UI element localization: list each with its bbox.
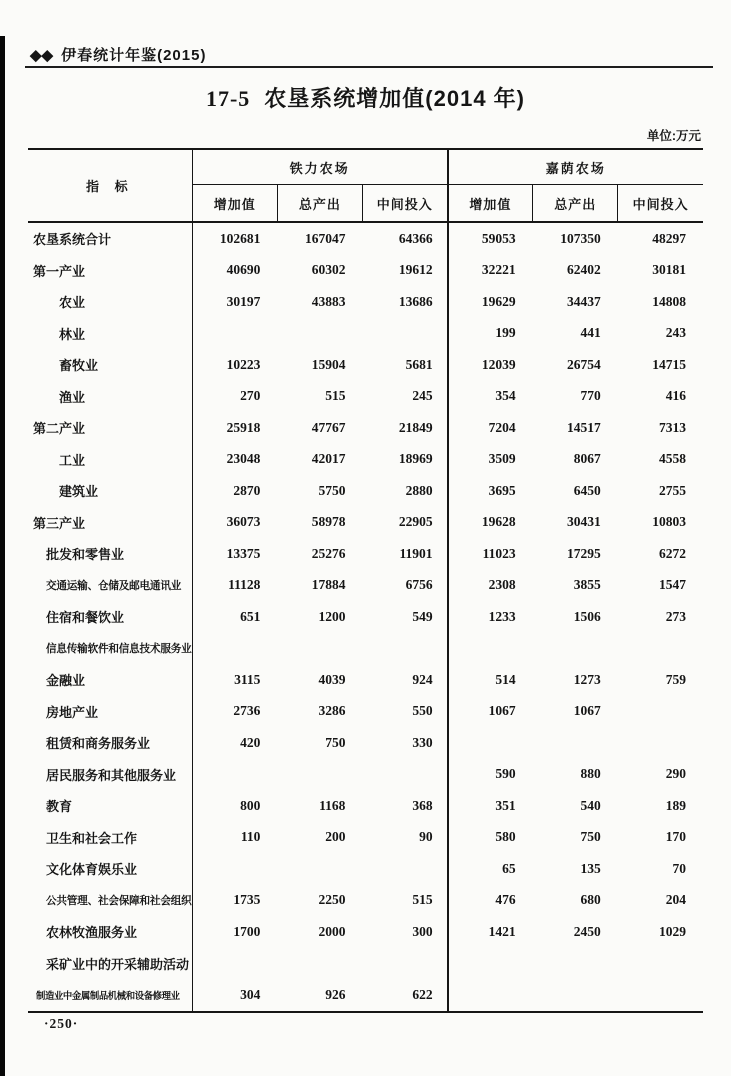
row-label: 租赁和商务服务业	[28, 727, 192, 759]
cell-jiayin-added-value: 59053	[481, 230, 516, 246]
cell-tieli-gross-output: 3286	[318, 703, 346, 719]
cell-tieli-gross-output: 200	[325, 829, 346, 845]
cell-jiayin-gross-output	[533, 633, 618, 665]
row-label: 第一产业	[28, 255, 192, 287]
row-label: 信息传输软件和信息技术服务业	[28, 633, 192, 665]
row-label: 工业	[28, 444, 192, 476]
cell-jiayin-gross-output: 30431	[567, 514, 601, 530]
cell-tieli-gross-output: 926	[325, 986, 346, 1002]
yearbook-title: 伊春统计年鉴(2015)	[61, 47, 207, 64]
cell-jiayin-intermediate-input: 70	[672, 860, 686, 876]
cell-tieli-gross-output: 515	[325, 388, 346, 404]
cell-jiayin-added-value: 580	[495, 829, 516, 845]
table-row	[28, 916, 703, 948]
table-row	[28, 538, 703, 570]
table-row	[28, 727, 703, 759]
cell-jiayin-intermediate-input	[618, 633, 703, 665]
cell-jiayin-intermediate-input	[618, 727, 703, 759]
cell-tieli-gross-output: 1168	[319, 797, 346, 813]
table-row	[28, 507, 703, 539]
cell-tieli-added-value: 40690	[226, 262, 261, 278]
cell-jiayin-intermediate-input	[618, 979, 703, 1012]
cell-tieli-gross-output: 58978	[311, 514, 346, 530]
table-row	[28, 948, 703, 980]
cell-tieli-added-value: 110	[240, 829, 261, 845]
cell-jiayin-gross-output: 880	[580, 766, 601, 782]
cell-tieli-intermediate-input: 549	[362, 601, 447, 633]
row-label: 住宿和餐饮业	[28, 601, 192, 633]
cell-jiayin-gross-output	[533, 727, 618, 759]
cell-tieli-added-value: 2736	[233, 703, 261, 719]
cell-tieli-gross-output: 1200	[318, 608, 346, 624]
cell-jiayin-intermediate-input: 48297	[652, 230, 686, 246]
table-row	[28, 664, 703, 696]
cell-jiayin-added-value: 1067	[488, 703, 516, 719]
cell-jiayin-intermediate-input: 204	[665, 892, 686, 908]
cell-jiayin-added-value: 354	[495, 388, 516, 404]
cell-jiayin-intermediate-input: 243	[665, 325, 686, 341]
table-row	[28, 381, 703, 413]
cell-jiayin-gross-output: 14517	[567, 419, 601, 435]
cell-tieli-intermediate-input: 550	[362, 696, 447, 728]
table-row	[28, 286, 703, 318]
cell-jiayin-gross-output: 2450	[573, 923, 601, 939]
cell-tieli-gross-output: 15904	[311, 356, 346, 372]
column-header-jiayin-intermediate-input: 中间投入	[618, 185, 703, 223]
cell-tieli-added-value: 270	[240, 388, 261, 404]
cell-tieli-intermediate-input: 5681	[362, 349, 447, 381]
cell-tieli-added-value	[192, 853, 277, 885]
cell-tieli-intermediate-input	[362, 948, 447, 980]
cell-tieli-intermediate-input: 11901	[362, 538, 447, 570]
cell-jiayin-intermediate-input: 7313	[659, 419, 686, 435]
column-header-jiayin-gross-output: 总产出	[533, 185, 618, 223]
row-label: 农业	[28, 286, 192, 318]
cell-tieli-intermediate-input: 18969	[362, 444, 447, 476]
cell-jiayin-intermediate-input	[618, 696, 703, 728]
cell-jiayin-added-value	[448, 948, 533, 980]
table-row	[28, 349, 703, 381]
cell-jiayin-gross-output: 34437	[567, 293, 601, 309]
row-label: 林业	[28, 318, 192, 350]
unit-note: 单位:万元	[646, 129, 701, 143]
row-label: 教育	[28, 790, 192, 822]
table-row	[28, 318, 703, 350]
cell-jiayin-intermediate-input	[618, 948, 703, 980]
table-row	[28, 601, 703, 633]
cell-jiayin-added-value: 11023	[482, 545, 516, 561]
cell-tieli-gross-output: 60302	[311, 262, 346, 278]
cell-jiayin-gross-output: 680	[580, 892, 601, 908]
row-label: 畜牧业	[28, 349, 192, 381]
column-header-tieli-gross-output: 总产出	[277, 185, 362, 223]
cell-tieli-added-value	[192, 318, 277, 350]
cell-jiayin-gross-output: 770	[580, 388, 601, 404]
farm-group-header-tieli: 铁力农场	[192, 149, 447, 185]
cell-tieli-added-value	[192, 948, 277, 980]
page-binding-bar	[0, 36, 5, 1076]
cell-jiayin-intermediate-input: 1547	[659, 577, 686, 593]
cell-tieli-added-value: 23048	[226, 451, 261, 467]
cell-jiayin-intermediate-input: 1029	[659, 923, 686, 939]
cell-tieli-added-value: 25918	[226, 419, 261, 435]
row-label: 交通运输、仓储及邮电通讯业	[28, 570, 192, 602]
cell-tieli-added-value: 800	[240, 797, 261, 813]
page-number: ·250·	[44, 1016, 79, 1031]
table-row	[28, 412, 703, 444]
table-number: 17-5	[205, 86, 251, 111]
cell-tieli-gross-output	[277, 853, 362, 885]
cell-jiayin-gross-output: 540	[580, 797, 601, 813]
cell-tieli-added-value: 2870	[233, 482, 261, 498]
cell-tieli-intermediate-input: 6756	[362, 570, 447, 602]
cell-tieli-gross-output: 25276	[311, 545, 346, 561]
row-label: 金融业	[28, 664, 192, 696]
cell-jiayin-intermediate-input: 273	[665, 608, 686, 624]
cell-tieli-added-value	[192, 759, 277, 791]
row-label: 卫生和社会工作	[28, 822, 192, 854]
cell-jiayin-gross-output	[533, 948, 618, 980]
cell-jiayin-added-value: 3509	[488, 451, 516, 467]
cell-jiayin-intermediate-input: 759	[665, 671, 686, 687]
cell-jiayin-gross-output: 8067	[573, 451, 601, 467]
row-label: 渔业	[28, 381, 192, 413]
cell-tieli-added-value	[192, 633, 277, 665]
cell-tieli-gross-output: 42017	[311, 451, 346, 467]
row-label: 文化体育娱乐业	[28, 853, 192, 885]
cell-tieli-intermediate-input	[362, 318, 447, 350]
table-row	[28, 885, 703, 917]
column-header-tieli-intermediate-input: 中间投入	[362, 185, 447, 223]
column-header-tieli-added-value: 增加值	[192, 185, 277, 223]
cell-jiayin-added-value	[448, 979, 533, 1012]
cell-tieli-gross-output: 750	[325, 734, 346, 750]
cell-jiayin-added-value: 19629	[481, 293, 516, 309]
cell-jiayin-intermediate-input: 2755	[659, 482, 686, 498]
table-title-text: 农垦系统增加值(2014 年)	[264, 86, 526, 111]
cell-tieli-intermediate-input: 515	[362, 885, 447, 917]
cell-jiayin-added-value: 32221	[481, 262, 516, 278]
cell-jiayin-intermediate-input: 14808	[652, 293, 686, 309]
cell-tieli-added-value: 13375	[226, 545, 261, 561]
cell-jiayin-added-value: 7204	[488, 419, 516, 435]
cell-jiayin-intermediate-input: 6272	[659, 545, 686, 561]
cell-tieli-gross-output: 2250	[318, 892, 346, 908]
cell-jiayin-added-value: 1233	[488, 608, 516, 624]
cell-jiayin-gross-output: 1067	[573, 703, 601, 719]
cell-tieli-intermediate-input: 300	[362, 916, 447, 948]
cell-tieli-gross-output	[277, 759, 362, 791]
cell-jiayin-gross-output: 1273	[573, 671, 601, 687]
cell-tieli-gross-output: 2000	[318, 923, 346, 939]
table-row	[28, 255, 703, 287]
cell-jiayin-gross-output: 441	[580, 325, 601, 341]
cell-jiayin-added-value: 351	[495, 797, 516, 813]
cell-tieli-added-value: 11128	[228, 577, 261, 593]
cell-jiayin-added-value: 1421	[488, 923, 516, 939]
cell-tieli-added-value: 651	[240, 608, 261, 624]
cell-jiayin-added-value: 3695	[488, 482, 516, 498]
row-label: 第二产业	[28, 412, 192, 444]
cell-tieli-gross-output: 43883	[311, 293, 346, 309]
table-row	[28, 790, 703, 822]
table-row	[28, 822, 703, 854]
table-row	[28, 759, 703, 791]
table-row	[28, 853, 703, 885]
cell-jiayin-added-value	[448, 727, 533, 759]
cell-jiayin-gross-output: 26754	[567, 356, 601, 372]
table-row	[28, 696, 703, 728]
cell-jiayin-intermediate-input: 14715	[652, 356, 686, 372]
cell-tieli-gross-output: 167047	[304, 230, 346, 246]
cell-tieli-intermediate-input: 22905	[362, 507, 447, 539]
cell-jiayin-added-value	[448, 633, 533, 665]
cell-tieli-intermediate-input: 245	[362, 381, 447, 413]
cell-tieli-added-value: 1735	[233, 892, 261, 908]
cell-jiayin-gross-output: 750	[580, 829, 601, 845]
row-label: 房地产业	[28, 696, 192, 728]
table-row	[28, 444, 703, 476]
cell-tieli-added-value: 10223	[226, 356, 261, 372]
cell-tieli-gross-output: 47767	[311, 419, 346, 435]
row-label: 农林牧渔服务业	[28, 916, 192, 948]
cell-tieli-gross-output	[277, 318, 362, 350]
cell-tieli-added-value: 36073	[226, 514, 261, 530]
cell-jiayin-gross-output: 1506	[573, 608, 601, 624]
cell-tieli-gross-output: 4039	[318, 671, 346, 687]
cell-tieli-intermediate-input	[362, 759, 447, 791]
cell-jiayin-intermediate-input: 189	[665, 797, 686, 813]
indicator-header-cell: 指 标	[28, 149, 192, 222]
cell-jiayin-gross-output: 6450	[573, 482, 601, 498]
cell-tieli-intermediate-input: 19612	[362, 255, 447, 287]
cell-tieli-intermediate-input: 64366	[362, 222, 447, 255]
table-row	[28, 570, 703, 602]
cell-tieli-intermediate-input: 2880	[362, 475, 447, 507]
cell-jiayin-intermediate-input: 10803	[652, 514, 686, 530]
cell-jiayin-added-value: 590	[495, 766, 516, 782]
row-label: 第三产业	[28, 507, 192, 539]
cell-jiayin-intermediate-input: 416	[665, 388, 686, 404]
cell-tieli-intermediate-input	[362, 853, 447, 885]
cell-jiayin-added-value: 199	[495, 325, 516, 341]
cell-jiayin-added-value: 12039	[481, 356, 516, 372]
cell-tieli-added-value: 102681	[219, 230, 261, 246]
cell-tieli-intermediate-input: 622	[362, 979, 447, 1012]
cell-tieli-intermediate-input: 368	[362, 790, 447, 822]
cell-jiayin-added-value: 65	[502, 860, 516, 876]
cell-tieli-intermediate-input: 21849	[362, 412, 447, 444]
row-label: 采矿业中的开采辅助活动	[28, 948, 192, 980]
cell-tieli-intermediate-input: 13686	[362, 286, 447, 318]
cell-jiayin-added-value: 476	[495, 892, 516, 908]
diamond-icons: ◆◆	[30, 47, 54, 64]
cell-jiayin-added-value: 2308	[488, 577, 516, 593]
cell-jiayin-added-value: 19628	[481, 514, 516, 530]
cell-tieli-intermediate-input: 924	[362, 664, 447, 696]
row-label: 公共管理、社会保障和社会组织	[28, 885, 192, 917]
table-row	[28, 633, 703, 665]
cell-jiayin-intermediate-input: 30181	[652, 262, 686, 278]
row-label: 建筑业	[28, 475, 192, 507]
cell-jiayin-gross-output: 62402	[567, 262, 601, 278]
cell-tieli-added-value: 420	[240, 734, 261, 750]
row-label: 居民服务和其他服务业	[28, 759, 192, 791]
header-rule	[25, 66, 713, 68]
table-row	[28, 475, 703, 507]
cell-tieli-intermediate-input	[362, 633, 447, 665]
table-row	[28, 979, 703, 1012]
row-label: 制造业中金属制品机械和设备修理业	[28, 979, 192, 1012]
cell-tieli-gross-output	[277, 633, 362, 665]
cell-jiayin-gross-output	[533, 979, 618, 1012]
cell-tieli-intermediate-input: 330	[362, 727, 447, 759]
cell-jiayin-gross-output: 107350	[560, 230, 601, 246]
cell-tieli-intermediate-input: 90	[362, 822, 447, 854]
cell-jiayin-intermediate-input: 170	[665, 829, 686, 845]
page-title	[0, 82, 731, 113]
cell-tieli-added-value: 3115	[234, 671, 261, 687]
cell-jiayin-gross-output: 17295	[567, 545, 601, 561]
cell-tieli-gross-output: 5750	[318, 482, 346, 498]
cell-jiayin-gross-output: 135	[580, 860, 601, 876]
cell-jiayin-intermediate-input: 4558	[659, 451, 686, 467]
cell-jiayin-intermediate-input: 290	[665, 766, 686, 782]
farm-group-header-jiayin: 嘉荫农场	[448, 149, 703, 185]
cell-tieli-added-value: 30197	[226, 293, 261, 309]
cell-tieli-gross-output: 17884	[311, 577, 346, 593]
statistics-table	[28, 148, 703, 1013]
cell-tieli-added-value: 1700	[233, 923, 261, 939]
table-row	[28, 222, 703, 255]
running-header	[30, 44, 720, 65]
cell-tieli-gross-output	[277, 948, 362, 980]
cell-tieli-added-value: 304	[240, 986, 261, 1002]
cell-jiayin-added-value: 514	[495, 671, 516, 687]
row-label: 批发和零售业	[28, 538, 192, 570]
row-label: 农垦系统合计	[28, 222, 192, 255]
cell-jiayin-gross-output: 3855	[573, 577, 601, 593]
column-header-jiayin-added-value: 增加值	[448, 185, 533, 223]
